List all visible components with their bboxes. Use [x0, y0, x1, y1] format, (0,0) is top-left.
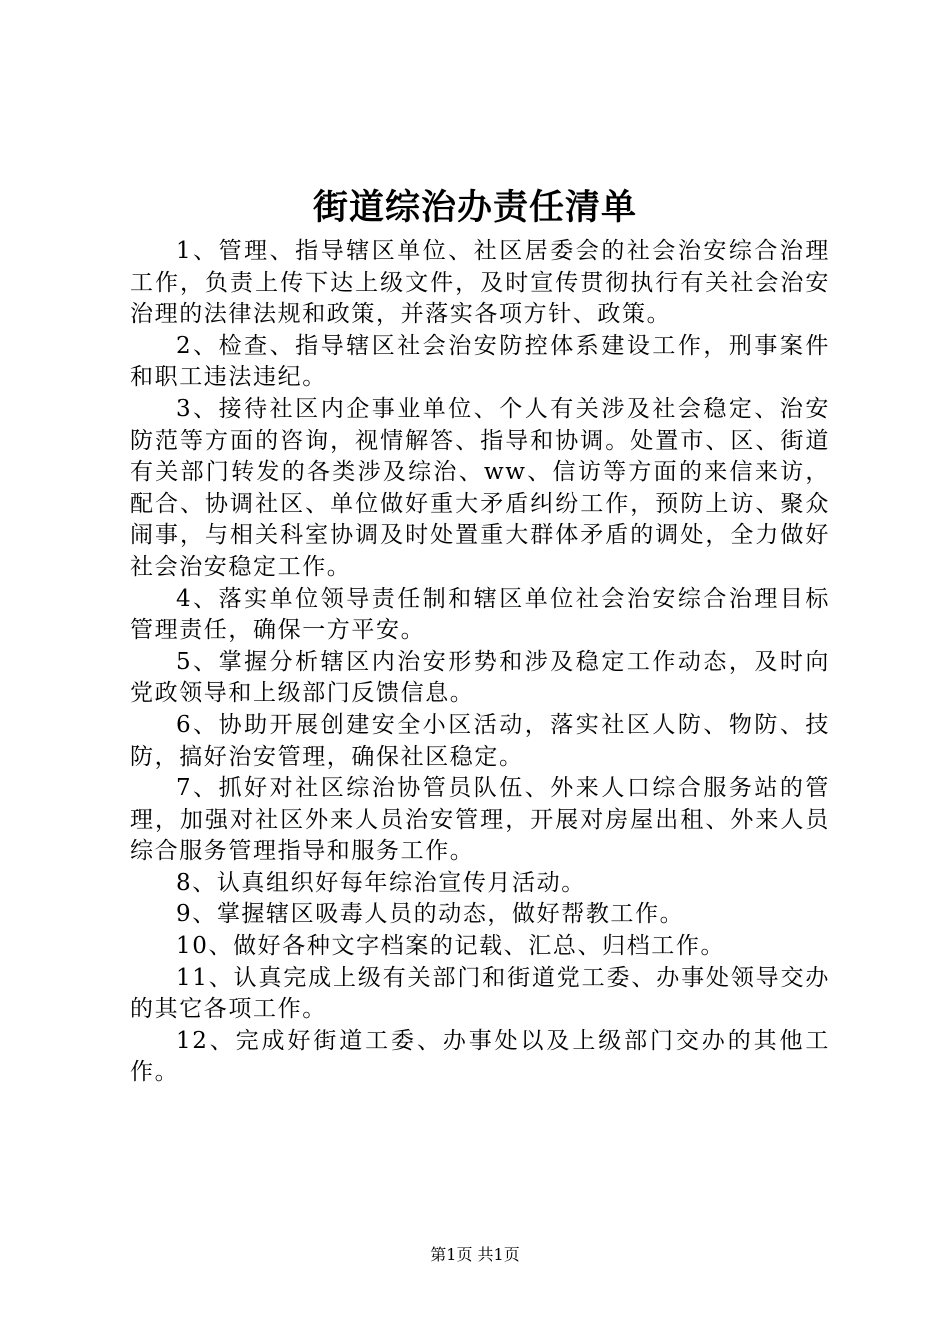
paragraph-8: 8、认真组织好每年综治宣传月活动。	[176, 869, 586, 896]
document-title: 街道综治办责任清单	[312, 187, 637, 228]
paragraph-11: 11、认真完成上级有关部门和街道党工委、办事处领导交办的其它各项工作。	[130, 964, 830, 1023]
paragraph-6: 6、协助开展创建安全小区活动，落实社区人防、物防、技防，搞好治安管理，确保社区稳定。	[130, 711, 830, 770]
paragraph-3: 3、接待社区内企事业单位、个人有关涉及社会稳定、治安防范等方面的咨询，视情解答、指导和协调。处置市、区、街道有关部门转发的各类涉及综治、ww、信访等方面的来信来访，配合、协调社区、单位做好重大矛盾纠纷工作，预防上访、聚众闹事，与相关科室协调及时处置重大群体矛盾的调处，全力做好社会治安稳定工作。	[130, 395, 830, 580]
page-footer: 第1页 共1页	[430, 1245, 520, 1264]
paragraph-2: 2、检查、指导辖区社会治安防控体系建设工作，刑事案件和职工违法违纪。	[130, 332, 830, 391]
paragraph-1: 1、管理、指导辖区单位、社区居委会的社会治安综合治理工作，负责上传下达上级文件，及时宣传贯彻执行有关社会治安治理的法律法规和政策，并落实各项方针、政策。	[130, 238, 830, 328]
paragraph-5: 5、掌握分析辖区内治安形势和涉及稳定工作动态，及时向党政领导和上级部门反馈信息。	[130, 648, 830, 707]
paragraph-10: 10、做好各种文字档案的记载、汇总、归档工作。	[176, 933, 726, 960]
document-body	[130, 236, 830, 1089]
paragraph-7: 7、抓好对社区综治协管员队伍、外来人口综合服务站的管理，加强对社区外来人员治安管理，开展对房屋出租、外来人员综合服务管理指导和服务工作。	[130, 775, 830, 865]
paragraph-9: 9、掌握辖区吸毒人员的动态，做好帮教工作。	[176, 901, 685, 928]
paragraph-4: 4、落实单位领导责任制和辖区单位社会治安综合治理目标管理责任，确保一方平安。	[130, 585, 830, 644]
paragraph-12: 12、完成好街道工委、办事处以及上级部门交办的其他工作。	[130, 1027, 830, 1086]
